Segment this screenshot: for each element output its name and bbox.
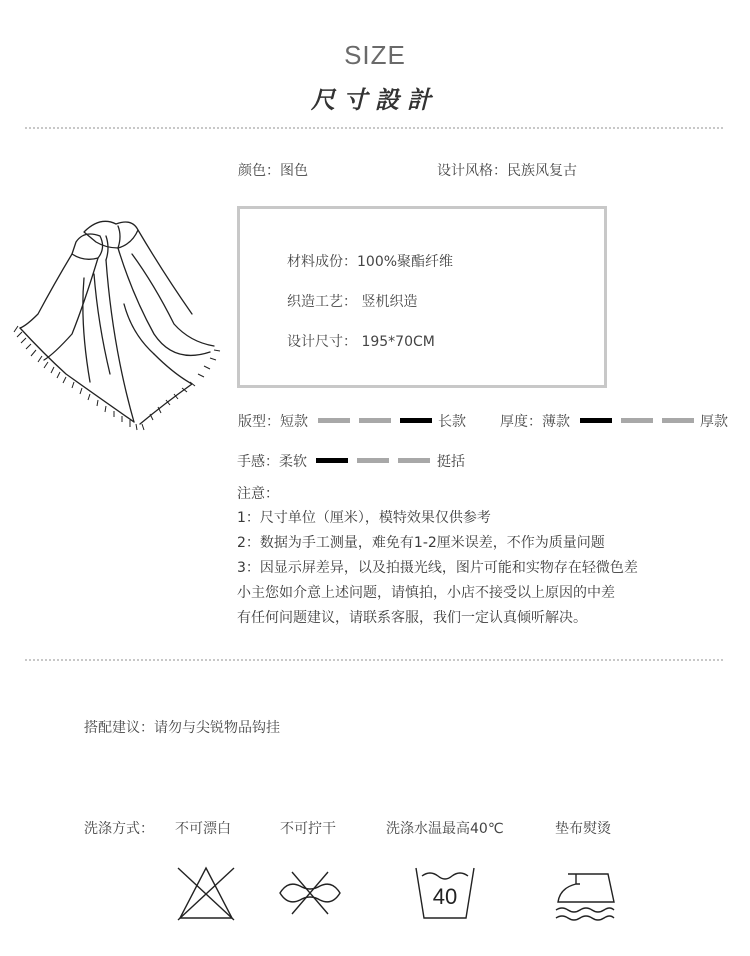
note-line-4: 小主您如介意上述问题，请慎拍，小店不接受以上原因的中差 xyxy=(237,585,615,601)
feel-scale-bar-2 xyxy=(357,458,389,463)
washing-item-wash-40: 洗涤水温最高40℃ xyxy=(386,821,504,837)
thickness-scale-bar-1 xyxy=(580,418,612,423)
fit-scale-bar-1 xyxy=(318,418,350,423)
washing-item-iron: 垫布熨烫 xyxy=(555,821,611,837)
spec-material: 材料成份：100%聚酯纤维 xyxy=(287,254,454,270)
note-line-3: 3：因显示屏差异，以及拍摄光线，图片可能和实物存在轻微色差 xyxy=(237,560,638,576)
divider-top xyxy=(25,127,723,129)
washing-item-no-wring: 不可拧干 xyxy=(280,821,336,837)
scarf-illustration xyxy=(14,214,224,436)
spec-size: 设计尺寸： 195*70CM xyxy=(287,334,435,350)
feel-scale-label: 手感：柔软 xyxy=(237,454,307,470)
washing-item-no-bleach: 不可漂白 xyxy=(175,821,231,837)
title-english: SIZE xyxy=(344,40,406,70)
notes-heading: 注意： xyxy=(237,486,279,502)
note-line-2: 2：数据为手工测量，难免有1-2厘米误差，不作为质量问题 xyxy=(237,535,605,551)
thickness-scale-bar-3 xyxy=(662,418,694,423)
fit-scale-label: 版型：短款 xyxy=(238,414,308,430)
thickness-scale-bar-2 xyxy=(621,418,653,423)
wash-temperature: 40 xyxy=(432,884,458,909)
washing-label: 洗涤方式： xyxy=(84,821,154,837)
iron-with-cloth-icon xyxy=(554,868,616,922)
fit-scale-bar-3 xyxy=(400,418,432,423)
title-chinese: 尺寸設計 xyxy=(311,85,439,114)
style-attribute: 设计风格：民族风复古 xyxy=(437,163,577,179)
color-attribute: 颜色：图色 xyxy=(238,163,308,179)
note-line-1: 1：尺寸单位（厘米），模特效果仅供参考 xyxy=(237,510,491,526)
divider-bottom xyxy=(25,659,723,661)
spec-weaving: 织造工艺： 竖机织造 xyxy=(287,294,418,310)
fit-scale-bar-2 xyxy=(359,418,391,423)
no-wring-icon xyxy=(276,870,344,916)
note-line-5: 有任何问题建议，请联系客服，我们一定认真倾听解决。 xyxy=(237,610,587,626)
pairing-advice: 搭配建议：请勿与尖锐物品钩挂 xyxy=(84,720,280,736)
feel-scale-bar-1 xyxy=(316,458,348,463)
feel-scale-bar-3 xyxy=(398,458,430,463)
no-bleach-icon xyxy=(176,864,236,922)
thickness-scale-label: 厚度：薄款 xyxy=(500,414,570,430)
feel-scale-end: 挺括 xyxy=(437,454,465,470)
thickness-scale-end: 厚款 xyxy=(700,414,728,430)
fit-scale-end: 长款 xyxy=(438,414,466,430)
